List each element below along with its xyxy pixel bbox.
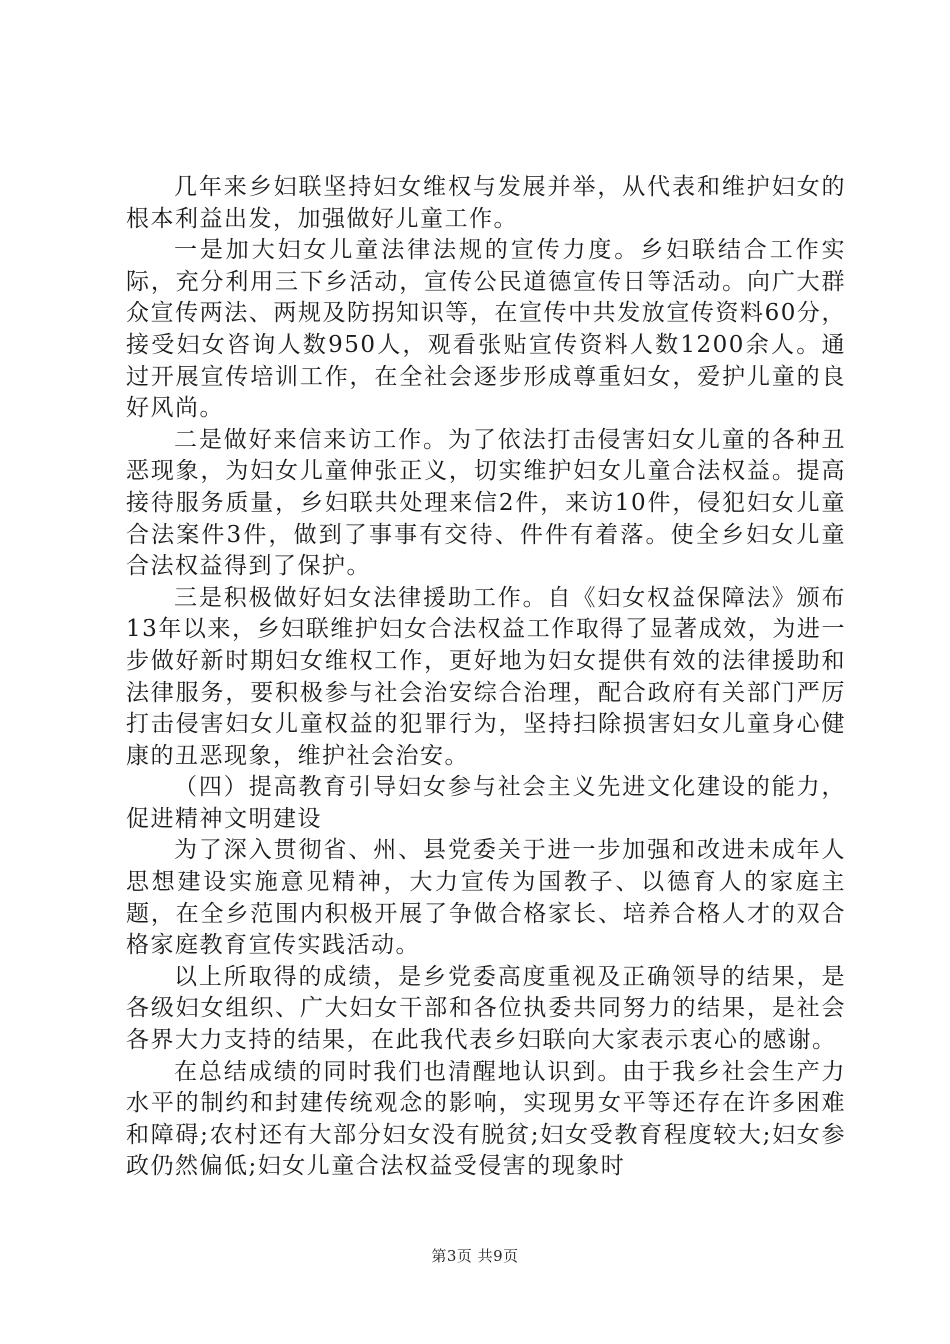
paragraph-intro: 几年来乡妇联坚持妇女维权与发展并举，从代表和维护妇女的根本利益出发，加强做好儿童工作。 [126,174,846,232]
paragraph-achievements: 以上所取得的成绩，是乡党委高度重视及正确领导的结果，是各级妇女组织、广大妇女干部和各位执委共同努力的结果，是社会各界大力支持的结果，在此我代表乡妇联向大家表示衷心的感谢。 [126,963,846,1054]
section-heading-four: （四）提高教育引导妇女参与社会主义先进文化建设的能力，促进精神文明建设 [126,774,846,832]
paragraph-family-education: 为了深入贯彻省、州、县党委关于进一步加强和改进未成年人思想建设实施意见精神，大力宣传为国教子、以德育人的家庭主题，在全乡范围内积极开展了争做合格家长、培养合格人才的双合格家庭教育宣传实践活动。 [126,837,846,959]
paragraph-letters-visits: 二是做好来信来访工作。为了依法打击侵害妇女儿童的各种丑恶现象，为妇女儿童伸张正义，切实维护妇女儿童合法权益。提高接待服务质量，乡妇联共处理来信2件，来访10件，侵犯妇女儿童合法案件3件，做到了事事有交待、件件有着落。使全乡妇女儿童合法权益得到了保护。 [126,426,846,580]
paragraph-legal-aid: 三是积极做好妇女法律援助工作。自《妇女权益保障法》颁布13年以来，乡妇联维护妇女合法权益工作取得了显著成效，为进一步做好新时期妇女维权工作，更好地为妇女提供有效的法律援助和法律服务，要积极参与社会治安综合治理，配合政府有关部门严厉打击侵害妇女儿童权益的犯罪行为，坚持扫除损害妇女儿童身心健康的丑恶现象，维护社会治安。 [126,584,846,769]
paragraph-problems: 在总结成绩的同时我们也清醒地认识到。由于我乡社会生产力水平的制约和封建传统观念的影响，实现男女平等还存在许多困难和障碍;农村还有大部分妇女没有脱贫;妇女受教育程度较大;妇女参政仍然偏低;妇女儿童合法权益受侵害的现象时 [126,1058,846,1180]
page-number-footer: 第3页 共9页 [431,1247,519,1265]
document-body [126,172,846,1183]
paragraph-publicity: 一是加大妇女儿童法律法规的宣传力度。乡妇联结合工作实际，充分利用三下乡活动，宣传公民道德宣传日等活动。向广大群众宣传两法、两规及防拐知识等，在宣传中共发放宣传资料60分，接受妇女咨询人数950人，观看张贴宣传资料人数1200余人。通过开展宣传培训工作，在全社会逐步形成尊重妇女，爱护儿童的良好风尚。 [126,237,846,422]
